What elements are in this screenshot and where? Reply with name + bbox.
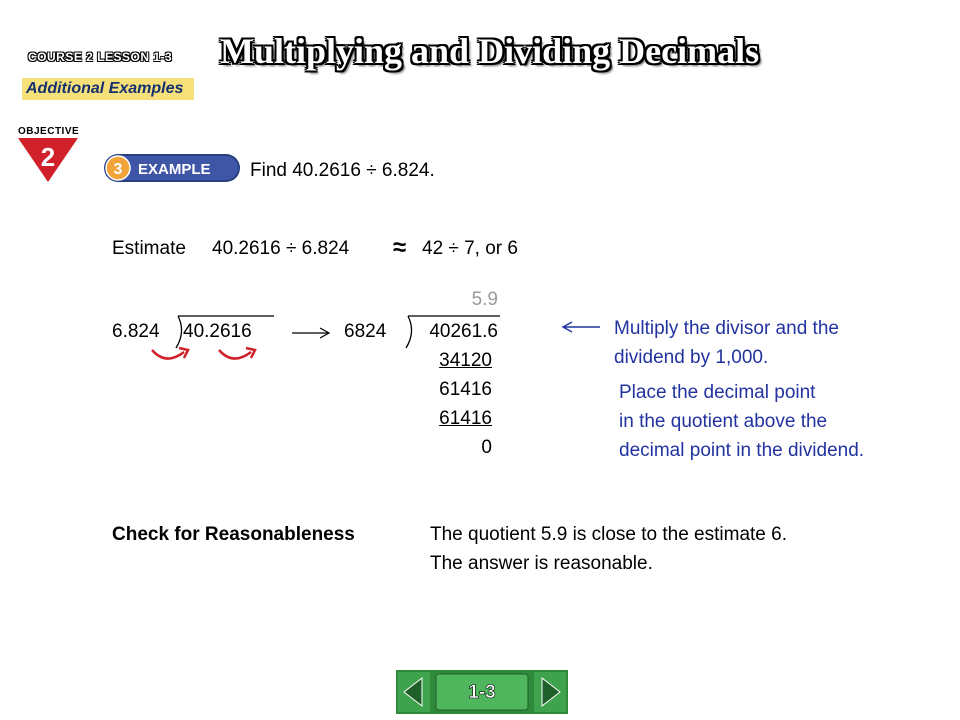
next-button[interactable] — [532, 670, 568, 714]
additional-examples-banner: Additional Examples — [22, 78, 194, 100]
note-multiply-line-2: dividend by 1,000. — [614, 347, 769, 368]
lesson-navigation — [396, 670, 570, 714]
note-place-line-1: Place the decimal point — [619, 382, 816, 403]
estimate-label: Estimate — [112, 238, 186, 259]
scaled-division-bracket — [400, 314, 504, 350]
check-label: Check for Reasonableness — [112, 524, 355, 545]
division-step-1: 34120 — [439, 350, 492, 371]
note-multiply-line-1: Multiply the divisor and the — [614, 318, 839, 339]
course-lesson-label: COURSE 2 LESSON 1-3 — [28, 50, 173, 64]
example-prompt: Find 40.2616 ÷ 6.824. — [250, 160, 435, 181]
example-label: EXAMPLE — [138, 161, 211, 178]
check-line-1: The quotient 5.9 is close to the estimate 6. — [430, 524, 787, 545]
approx-symbol: ≈ — [393, 234, 407, 261]
left-arrow-icon — [560, 320, 602, 334]
page-title: Multiplying and Dividing Decimals — [220, 31, 760, 71]
example-badge — [102, 152, 242, 184]
original-divisor: 6.824 — [112, 321, 160, 342]
division-step-2: 61416 — [439, 379, 492, 400]
example-number: 3 — [113, 161, 123, 178]
objective-badge-icon — [18, 138, 78, 182]
estimate-result: 42 ÷ 7, or 6 — [422, 238, 518, 259]
original-dividend: 40.2616 — [183, 321, 252, 342]
right-arrow-icon — [292, 326, 332, 340]
lesson-number: 1-3 — [468, 682, 496, 703]
division-remainder: 0 — [481, 437, 492, 458]
note-place-line-3: decimal point in the dividend. — [619, 440, 865, 461]
previous-button[interactable] — [396, 670, 432, 714]
scaled-divisor: 6824 — [344, 321, 387, 342]
dividend-shift-arrow-icon — [215, 346, 259, 368]
check-line-2: The answer is reasonable. — [430, 553, 653, 574]
scaled-dividend: 40261.6 — [429, 321, 498, 342]
estimate-expression: 40.2616 ÷ 6.824 — [212, 238, 350, 259]
quotient: 5.9 — [471, 289, 498, 310]
lesson-indicator-button[interactable] — [432, 670, 532, 714]
note-place-line-2: in the quotient above the — [619, 411, 828, 432]
original-division-bracket — [170, 314, 280, 350]
divisor-shift-arrow-icon — [148, 346, 192, 368]
objective-number: 2 — [40, 142, 56, 172]
objective-label: OBJECTIVE — [18, 126, 80, 137]
division-step-3: 61416 — [439, 408, 492, 429]
